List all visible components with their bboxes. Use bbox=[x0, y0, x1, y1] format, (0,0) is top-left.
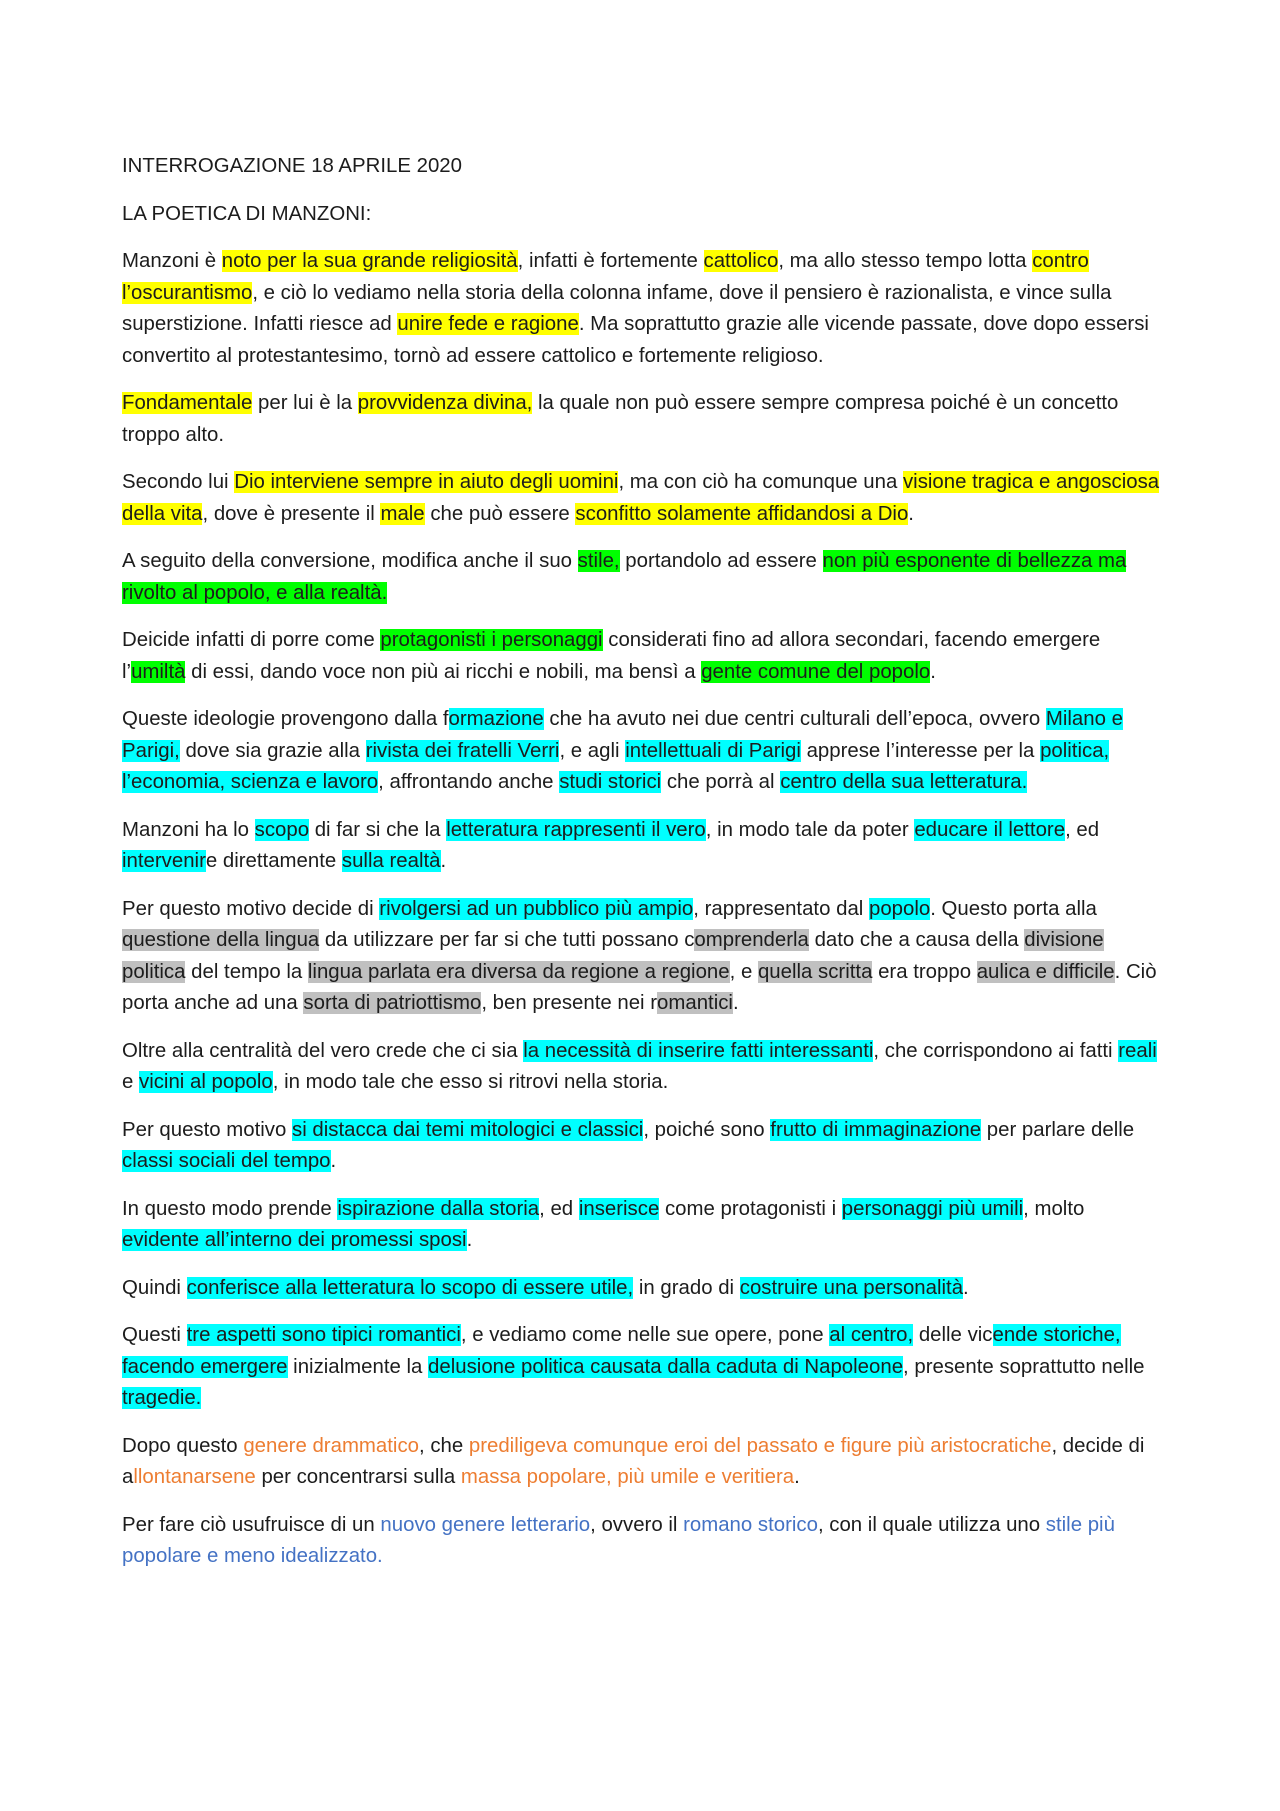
text-run: di far si che la bbox=[309, 818, 447, 841]
text-run: Manzoni è bbox=[122, 250, 222, 272]
text-run: Per questo motivo decide di bbox=[122, 897, 380, 920]
text-run: , e ciò lo vediamo nella storia della colonna infame, dove il pensiero è razionalista, e vince sulla superstizione. Infatti riesce ad bbox=[122, 281, 1112, 335]
highlighted-text-grey: questione della lingua bbox=[122, 929, 320, 951]
text-run: , ed bbox=[539, 1197, 579, 1220]
highlighted-text-yellow: provvidenza divina, bbox=[357, 392, 533, 414]
highlighted-text-cyan: delusione politica causata dalla caduta di Napoleone bbox=[428, 1355, 904, 1378]
text-run: , in modo tale che esso si ritrovi nella storia. bbox=[272, 1071, 669, 1093]
highlighted-text-cyan: al centro, bbox=[829, 1324, 914, 1346]
highlighted-text-green: umiltà bbox=[131, 660, 186, 683]
highlighted-text-cyan: educare il lettore bbox=[914, 818, 1066, 841]
paragraph bbox=[122, 546, 1162, 609]
text-run: . bbox=[908, 502, 914, 525]
text-run: per concentrarsi sulla bbox=[255, 1466, 461, 1488]
highlighted-text-grey: omantici bbox=[657, 992, 733, 1014]
highlighted-text-green: gente comune del popolo bbox=[701, 660, 931, 683]
text-run: , che bbox=[418, 1434, 469, 1457]
text-run: , ma allo stesso tempo lotta bbox=[778, 250, 1033, 272]
text-run: , ma con ciò ha comunque una bbox=[618, 471, 903, 493]
text-run: per lui è la bbox=[252, 392, 358, 414]
text-run: inizialmente la bbox=[287, 1355, 429, 1378]
text-run: la quale non può essere sempre compresa poiché è un concetto troppo alto. bbox=[122, 392, 1119, 446]
highlighted-text-cyan: sulla realtà bbox=[341, 850, 441, 872]
highlighted-text-yellow: Dio interviene sempre in aiuto degli uomini bbox=[234, 471, 619, 493]
highlighted-text-grey: aulica e difficile bbox=[976, 960, 1115, 983]
text-run: che porrà al bbox=[661, 771, 781, 793]
highlighted-text-cyan: reali bbox=[1118, 1039, 1157, 1062]
paragraph bbox=[122, 1273, 1162, 1305]
text-run: , infatti è fortemente bbox=[517, 250, 704, 272]
text-run: e direttamente bbox=[205, 850, 342, 872]
text-run: . Ciò porta anche ad una bbox=[122, 960, 1157, 1014]
text-run: del tempo la bbox=[185, 960, 308, 983]
highlighted-text-yellow: contro l’oscurantismo bbox=[122, 250, 1089, 304]
highlighted-text-cyan: facendo emergere bbox=[122, 1355, 288, 1378]
text-run: , presente soprattutto nelle bbox=[903, 1355, 1145, 1378]
text-run: , ovvero il bbox=[590, 1513, 684, 1536]
highlighted-text-cyan: classi sociali del tempo bbox=[122, 1150, 331, 1172]
highlighted-text-cyan: letteratura rappresenti il vero bbox=[446, 818, 706, 841]
highlighted-text-green: stile, bbox=[577, 550, 620, 572]
paragraph bbox=[122, 625, 1162, 688]
text-run: era troppo bbox=[872, 960, 977, 983]
text-run: , che corrispondono ai fatti bbox=[873, 1039, 1119, 1062]
highlighted-text-yellow: noto per la sua grande religiosità bbox=[221, 250, 518, 272]
highlighted-text-cyan: tre aspetti sono tipici romantici bbox=[186, 1324, 461, 1346]
text-run: . bbox=[732, 992, 739, 1014]
colored-text-orange: massa popolare, più umile e veritiera bbox=[460, 1466, 795, 1488]
highlighted-text-cyan: frutto di immaginazione bbox=[770, 1118, 982, 1141]
text-run: , poiché sono bbox=[643, 1118, 771, 1141]
text-run: Per questo motivo bbox=[122, 1118, 293, 1141]
document-title bbox=[122, 151, 1162, 183]
paragraph bbox=[122, 894, 1162, 1020]
text-run: , decide di a bbox=[122, 1434, 1145, 1488]
paragraph bbox=[122, 815, 1162, 878]
highlighted-text-cyan: la necessità di inserire fatti interessanti bbox=[523, 1039, 874, 1062]
text-run: di essi, dando voce non più ai ricchi e nobili, ma bensì a bbox=[185, 660, 702, 683]
text-run: In questo modo prende bbox=[122, 1197, 338, 1220]
text-run: Deicide infatti di porre come bbox=[122, 629, 381, 651]
highlighted-text-yellow: male bbox=[380, 502, 425, 525]
highlighted-text-grey: omprenderla bbox=[694, 929, 809, 951]
text-run: Oltre alla centralità del vero crede che ci sia bbox=[122, 1039, 524, 1062]
text-run: , in modo tale da poter bbox=[705, 818, 915, 841]
text-run: da utilizzare per far si che tutti possano c bbox=[319, 929, 695, 951]
highlighted-text-cyan: rivista dei fratelli Verri bbox=[365, 739, 560, 762]
colored-text-blue: romano storico bbox=[683, 1513, 818, 1536]
paragraph bbox=[122, 1510, 1162, 1573]
highlighted-text-cyan: scopo bbox=[254, 818, 310, 841]
text-run: Per fare ciò usufruisce di un bbox=[122, 1513, 381, 1536]
colored-text-blue: nuovo genere letterario bbox=[380, 1513, 591, 1536]
text-run: , e vediamo come nelle sue opere, pone bbox=[460, 1324, 830, 1346]
highlighted-text-cyan: evidente all’interno dei promessi sposi bbox=[122, 1229, 467, 1251]
highlighted-text-cyan: ormazione bbox=[448, 708, 544, 730]
highlighted-text-yellow: visione tragica e angosciosa della vita bbox=[122, 471, 1160, 525]
highlighted-text-cyan: intellettuali di Parigi bbox=[625, 739, 801, 762]
text-run: apprese l’interesse per la bbox=[800, 739, 1041, 762]
paragraph bbox=[122, 1320, 1162, 1415]
text-run: considerati fino ad allora secondari, facendo emergere l’ bbox=[122, 629, 1101, 683]
paragraph bbox=[122, 467, 1162, 530]
paragraph bbox=[122, 1194, 1162, 1257]
highlighted-text-grey: lingua parlata era diversa da regione a regione bbox=[307, 960, 730, 983]
highlighted-text-cyan: conferisce alla letteratura lo scopo di essere utile, bbox=[186, 1276, 634, 1299]
text-run: Queste ideologie provengono dalla f bbox=[122, 708, 449, 730]
text-run: e bbox=[122, 1071, 140, 1093]
highlighted-text-cyan: costruire una personalità bbox=[739, 1276, 964, 1299]
text-run: , rappresentato dal bbox=[693, 897, 869, 920]
highlighted-text-cyan: si distacca dai temi mitologici e classici bbox=[292, 1118, 644, 1141]
text-run: in grado di bbox=[633, 1276, 740, 1299]
text-run: per parlare delle bbox=[981, 1118, 1135, 1141]
text-run: , con il quale utilizza uno bbox=[817, 1513, 1046, 1536]
text-run: , dove è presente il bbox=[202, 502, 381, 525]
text-run: , e bbox=[729, 960, 758, 983]
colored-text-orange: prediligeva comunque eroi del passato e figure più aristocratiche bbox=[468, 1434, 1052, 1457]
colored-text-blue: stile più popolare e meno idealizzato. bbox=[122, 1513, 1115, 1567]
highlighted-text-cyan: politica, l’economia, scienza e lavoro bbox=[122, 739, 1110, 793]
text-run: . bbox=[440, 850, 447, 872]
text-run: INTERROGAZIONE 18 APRILE 2020 bbox=[122, 155, 462, 177]
document-page bbox=[122, 151, 1162, 1589]
text-run: A seguito della conversione, modifica anche il suo bbox=[122, 550, 578, 572]
text-run: dato che a causa della bbox=[808, 929, 1025, 951]
paragraph bbox=[122, 246, 1162, 372]
text-run: . bbox=[963, 1276, 969, 1299]
highlighted-text-grey: sorta di patriottismo bbox=[303, 992, 482, 1014]
text-run: , ben presente nei r bbox=[481, 992, 658, 1014]
highlighted-text-cyan: rivolgersi ad un pubblico più ampio bbox=[379, 897, 694, 920]
section-heading bbox=[122, 199, 1162, 231]
paragraph bbox=[122, 704, 1162, 799]
highlighted-text-cyan: popolo bbox=[868, 897, 931, 920]
colored-text-orange: genere drammatico bbox=[243, 1434, 419, 1457]
highlighted-text-grey: quella scritta bbox=[757, 960, 873, 983]
highlighted-text-yellow: sconfitto solamente affidandosi a Dio bbox=[575, 502, 909, 525]
text-run: Secondo lui bbox=[122, 471, 235, 493]
highlighted-text-cyan: ispirazione dalla storia bbox=[337, 1197, 540, 1220]
text-run: . bbox=[466, 1229, 473, 1251]
text-run: LA POETICA DI MANZONI: bbox=[122, 202, 372, 225]
highlighted-text-cyan: intervenir bbox=[122, 850, 206, 872]
text-run: Dopo questo bbox=[122, 1434, 244, 1457]
text-run: portandolo ad essere bbox=[619, 550, 823, 572]
highlighted-text-yellow: unire fede e ragione bbox=[397, 313, 579, 335]
text-run: . Questo porta alla bbox=[930, 897, 1097, 920]
text-run: . bbox=[794, 1466, 800, 1488]
text-run: Manzoni ha lo bbox=[122, 818, 255, 841]
text-run: , ed bbox=[1065, 818, 1100, 841]
text-run: Quindi bbox=[122, 1276, 187, 1299]
paragraph bbox=[122, 1431, 1162, 1494]
text-run: che ha avuto nei due centri culturali dell’epoca, ovvero bbox=[543, 708, 1046, 730]
colored-text-orange: llontanarsene bbox=[133, 1466, 256, 1488]
highlighted-text-grey: divisione politica bbox=[122, 929, 1104, 983]
highlighted-text-cyan: ende storiche, bbox=[992, 1324, 1121, 1346]
highlighted-text-cyan: vicini al popolo bbox=[139, 1071, 273, 1093]
text-run: , affrontando anche bbox=[378, 771, 560, 793]
text-run: dove sia grazie alla bbox=[179, 739, 366, 762]
text-run: . bbox=[930, 660, 936, 683]
highlighted-text-green: non più esponente di bellezza ma rivolto al popolo, e alla realtà. bbox=[122, 550, 1127, 604]
paragraph bbox=[122, 388, 1162, 451]
highlighted-text-cyan: studi storici bbox=[559, 771, 662, 793]
highlighted-text-cyan: tragedie. bbox=[122, 1387, 202, 1409]
highlighted-text-cyan: personaggi più umili bbox=[841, 1197, 1024, 1220]
text-run: delle vic bbox=[913, 1324, 993, 1346]
highlighted-text-yellow: cattolico bbox=[703, 250, 779, 272]
text-run: Questi bbox=[122, 1324, 187, 1346]
highlighted-text-cyan: Milano e Parigi, bbox=[122, 708, 1123, 762]
text-run: . bbox=[330, 1150, 337, 1172]
highlighted-text-green: protagonisti i personaggi bbox=[380, 629, 603, 651]
highlighted-text-cyan: centro della sua letteratura. bbox=[780, 771, 1028, 793]
highlighted-text-yellow: Fondamentale bbox=[122, 392, 253, 414]
paragraph bbox=[122, 1115, 1162, 1178]
text-run: , molto bbox=[1023, 1197, 1085, 1220]
text-run: come protagonisti i bbox=[659, 1197, 842, 1220]
highlighted-text-cyan: inserisce bbox=[578, 1197, 660, 1220]
text-run: che può essere bbox=[424, 502, 576, 525]
text-run: , e agli bbox=[559, 739, 626, 762]
paragraph bbox=[122, 1036, 1162, 1099]
text-run: . Ma soprattutto grazie alle vicende passate, dove dopo essersi convertito al protestantesimo, tornò ad essere cattolico e fortemente religioso. bbox=[122, 313, 1149, 367]
